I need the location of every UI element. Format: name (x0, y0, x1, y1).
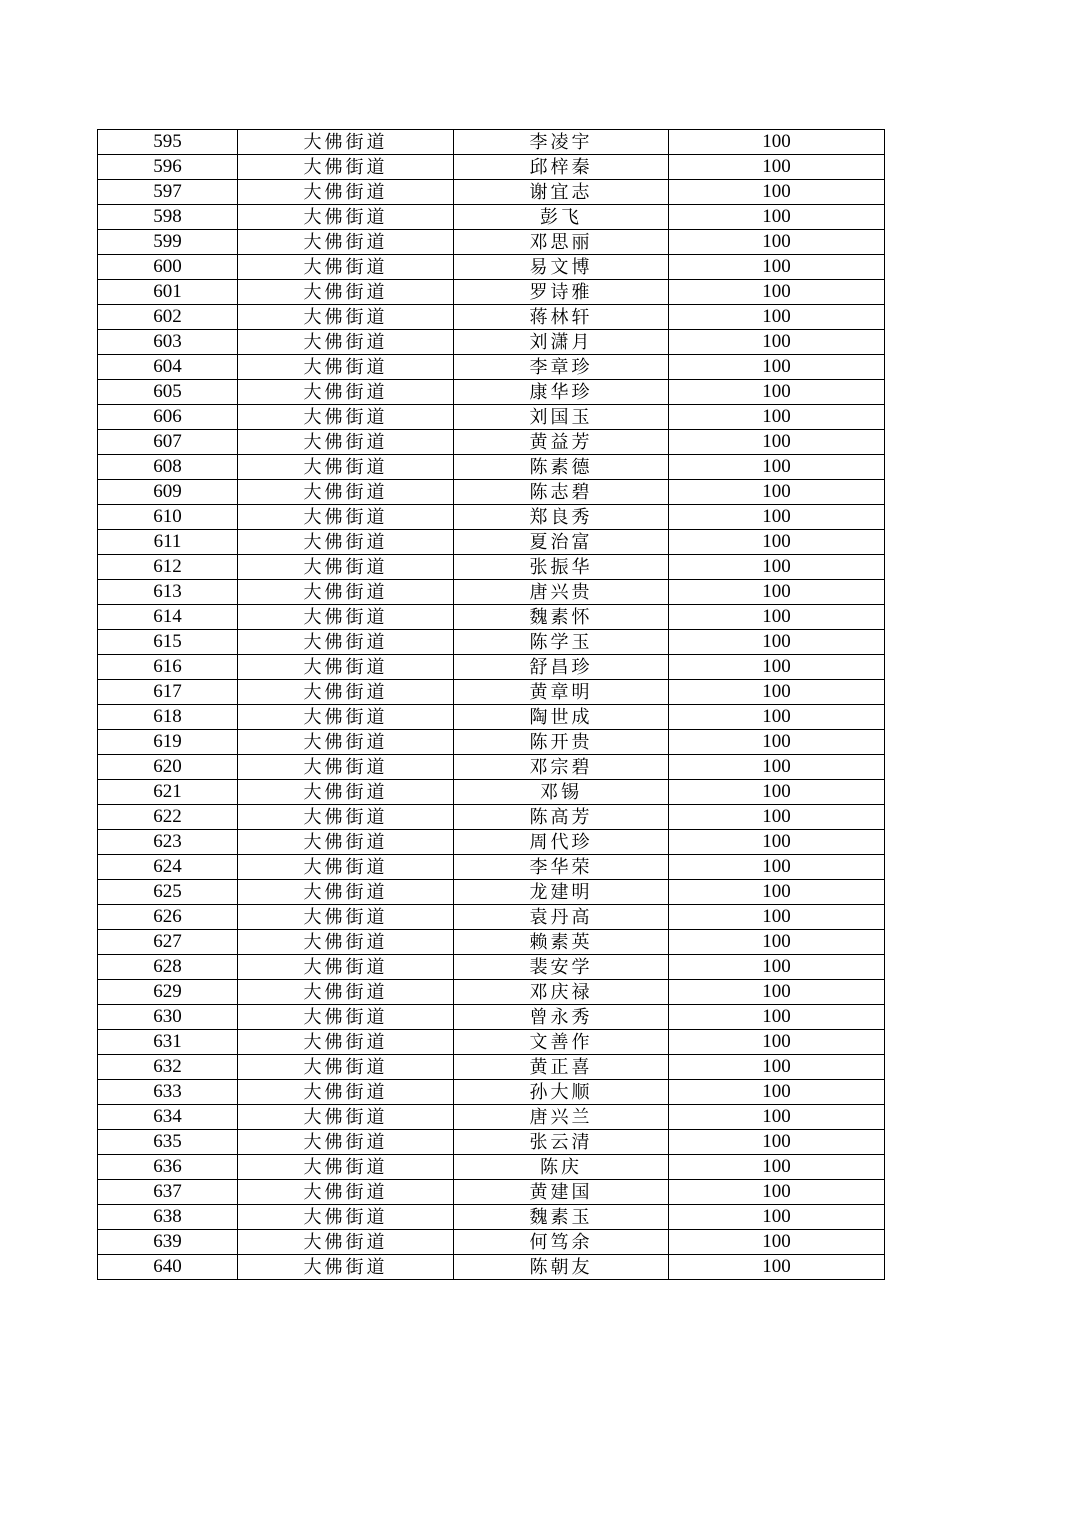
row-number-cell: 603 (98, 330, 238, 355)
row-number-cell: 607 (98, 430, 238, 455)
name-cell: 黄建国 (454, 1180, 669, 1205)
table-row (98, 1230, 885, 1255)
name-cell: 陈志碧 (454, 480, 669, 505)
table-row (98, 505, 885, 530)
name-cell: 易文博 (454, 255, 669, 280)
amount-cell: 100 (669, 355, 885, 380)
amount-cell: 100 (669, 730, 885, 755)
row-number-cell: 611 (98, 530, 238, 555)
table-row (98, 280, 885, 305)
table-row (98, 755, 885, 780)
name-cell: 袁丹高 (454, 905, 669, 930)
table-row (98, 580, 885, 605)
row-number-cell: 640 (98, 1255, 238, 1280)
name-cell: 黄章明 (454, 680, 669, 705)
street-cell: 大佛街道 (238, 530, 454, 555)
amount-cell: 100 (669, 930, 885, 955)
name-cell: 陈素德 (454, 455, 669, 480)
amount-cell: 100 (669, 1005, 885, 1030)
name-cell: 罗诗雅 (454, 280, 669, 305)
row-number-cell: 606 (98, 405, 238, 430)
street-cell: 大佛街道 (238, 130, 454, 155)
row-number-cell: 608 (98, 455, 238, 480)
street-cell: 大佛街道 (238, 280, 454, 305)
name-cell: 谢宜志 (454, 180, 669, 205)
amount-cell: 100 (669, 605, 885, 630)
table-row (98, 930, 885, 955)
amount-cell: 100 (669, 205, 885, 230)
row-number-cell: 626 (98, 905, 238, 930)
street-cell: 大佛街道 (238, 155, 454, 180)
name-cell: 陈学玉 (454, 630, 669, 655)
amount-cell: 100 (669, 630, 885, 655)
row-number-cell: 635 (98, 1130, 238, 1155)
street-cell: 大佛街道 (238, 630, 454, 655)
amount-cell: 100 (669, 755, 885, 780)
street-cell: 大佛街道 (238, 1130, 454, 1155)
table-row (98, 1105, 885, 1130)
name-cell: 唐兴兰 (454, 1105, 669, 1130)
table-row (98, 555, 885, 580)
street-cell: 大佛街道 (238, 1230, 454, 1255)
table-row (98, 430, 885, 455)
amount-cell: 100 (669, 580, 885, 605)
table-row (98, 305, 885, 330)
row-number-cell: 595 (98, 130, 238, 155)
table-row (98, 955, 885, 980)
name-cell: 魏素怀 (454, 605, 669, 630)
table-row (98, 805, 885, 830)
amount-cell: 100 (669, 1205, 885, 1230)
name-cell: 魏素玉 (454, 1205, 669, 1230)
street-cell: 大佛街道 (238, 355, 454, 380)
amount-cell: 100 (669, 1230, 885, 1255)
name-cell: 文善作 (454, 1030, 669, 1055)
row-number-cell: 616 (98, 655, 238, 680)
row-number-cell: 631 (98, 1030, 238, 1055)
name-cell: 黄正喜 (454, 1055, 669, 1080)
table-row (98, 1205, 885, 1230)
name-cell: 夏治富 (454, 530, 669, 555)
row-number-cell: 596 (98, 155, 238, 180)
street-cell: 大佛街道 (238, 830, 454, 855)
street-cell: 大佛街道 (238, 1105, 454, 1130)
table-row (98, 1255, 885, 1280)
name-cell: 刘国玉 (454, 405, 669, 430)
amount-cell: 100 (669, 180, 885, 205)
row-number-cell: 601 (98, 280, 238, 305)
name-cell: 李华荣 (454, 855, 669, 880)
name-cell: 黄益芳 (454, 430, 669, 455)
street-cell: 大佛街道 (238, 1005, 454, 1030)
row-number-cell: 637 (98, 1180, 238, 1205)
street-cell: 大佛街道 (238, 655, 454, 680)
amount-cell: 100 (669, 380, 885, 405)
amount-cell: 100 (669, 1030, 885, 1055)
street-cell: 大佛街道 (238, 955, 454, 980)
amount-cell: 100 (669, 1080, 885, 1105)
street-cell: 大佛街道 (238, 305, 454, 330)
table-row (98, 855, 885, 880)
name-cell: 舒昌珍 (454, 655, 669, 680)
row-number-cell: 602 (98, 305, 238, 330)
row-number-cell: 619 (98, 730, 238, 755)
name-cell: 李章珍 (454, 355, 669, 380)
row-number-cell: 625 (98, 880, 238, 905)
street-cell: 大佛街道 (238, 1080, 454, 1105)
street-cell: 大佛街道 (238, 180, 454, 205)
row-number-cell: 623 (98, 830, 238, 855)
name-cell: 康华珍 (454, 380, 669, 405)
street-cell: 大佛街道 (238, 330, 454, 355)
amount-cell: 100 (669, 405, 885, 430)
amount-cell: 100 (669, 1055, 885, 1080)
table-row (98, 405, 885, 430)
amount-cell: 100 (669, 530, 885, 555)
street-cell: 大佛街道 (238, 1155, 454, 1180)
street-cell: 大佛街道 (238, 405, 454, 430)
street-cell: 大佛街道 (238, 380, 454, 405)
name-cell: 曾永秀 (454, 1005, 669, 1030)
name-cell: 邱梓秦 (454, 155, 669, 180)
row-number-cell: 627 (98, 930, 238, 955)
row-number-cell: 609 (98, 480, 238, 505)
table-row (98, 1080, 885, 1105)
row-number-cell: 621 (98, 780, 238, 805)
row-number-cell: 614 (98, 605, 238, 630)
street-cell: 大佛街道 (238, 555, 454, 580)
table-row (98, 1130, 885, 1155)
amount-cell: 100 (669, 1105, 885, 1130)
name-cell: 陶世成 (454, 705, 669, 730)
table-row (98, 630, 885, 655)
row-number-cell: 600 (98, 255, 238, 280)
street-cell: 大佛街道 (238, 1030, 454, 1055)
table-row (98, 255, 885, 280)
street-cell: 大佛街道 (238, 255, 454, 280)
table-row (98, 480, 885, 505)
table-row (98, 905, 885, 930)
street-cell: 大佛街道 (238, 430, 454, 455)
name-cell: 孙大顺 (454, 1080, 669, 1105)
row-number-cell: 613 (98, 580, 238, 605)
name-cell: 何笃余 (454, 1230, 669, 1255)
amount-cell: 100 (669, 680, 885, 705)
table-row (98, 530, 885, 555)
amount-cell: 100 (669, 655, 885, 680)
amount-cell: 100 (669, 280, 885, 305)
name-cell: 邓宗碧 (454, 755, 669, 780)
row-number-cell: 620 (98, 755, 238, 780)
name-cell: 刘潇月 (454, 330, 669, 355)
street-cell: 大佛街道 (238, 905, 454, 930)
table-row (98, 1005, 885, 1030)
street-cell: 大佛街道 (238, 805, 454, 830)
table-row (98, 680, 885, 705)
row-number-cell: 636 (98, 1155, 238, 1180)
name-cell: 郑良秀 (454, 505, 669, 530)
amount-cell: 100 (669, 255, 885, 280)
street-cell: 大佛街道 (238, 780, 454, 805)
amount-cell: 100 (669, 155, 885, 180)
name-cell: 张云清 (454, 1130, 669, 1155)
row-number-cell: 629 (98, 980, 238, 1005)
street-cell: 大佛街道 (238, 730, 454, 755)
row-number-cell: 617 (98, 680, 238, 705)
table-row (98, 380, 885, 405)
street-cell: 大佛街道 (238, 880, 454, 905)
amount-cell: 100 (669, 855, 885, 880)
table-row (98, 780, 885, 805)
street-cell: 大佛街道 (238, 455, 454, 480)
table-row (98, 705, 885, 730)
table-row (98, 230, 885, 255)
amount-cell: 100 (669, 780, 885, 805)
name-cell: 陈庆 (454, 1155, 669, 1180)
street-cell: 大佛街道 (238, 705, 454, 730)
table-body (98, 130, 885, 1280)
name-cell: 邓思丽 (454, 230, 669, 255)
data-table (97, 129, 885, 1280)
name-cell: 邓锡 (454, 780, 669, 805)
name-cell: 周代珍 (454, 830, 669, 855)
amount-cell: 100 (669, 430, 885, 455)
name-cell: 李凌宇 (454, 130, 669, 155)
amount-cell: 100 (669, 1255, 885, 1280)
row-number-cell: 598 (98, 205, 238, 230)
row-number-cell: 624 (98, 855, 238, 880)
row-number-cell: 597 (98, 180, 238, 205)
row-number-cell: 615 (98, 630, 238, 655)
row-number-cell: 630 (98, 1005, 238, 1030)
row-number-cell: 610 (98, 505, 238, 530)
amount-cell: 100 (669, 805, 885, 830)
street-cell: 大佛街道 (238, 755, 454, 780)
street-cell: 大佛街道 (238, 480, 454, 505)
name-cell: 陈高芳 (454, 805, 669, 830)
name-cell: 唐兴贵 (454, 580, 669, 605)
table-row (98, 455, 885, 480)
table-row (98, 730, 885, 755)
name-cell: 赖素英 (454, 930, 669, 955)
table-row (98, 155, 885, 180)
street-cell: 大佛街道 (238, 855, 454, 880)
name-cell: 邓庆禄 (454, 980, 669, 1005)
name-cell: 张振华 (454, 555, 669, 580)
table-row (98, 330, 885, 355)
row-number-cell: 634 (98, 1105, 238, 1130)
street-cell: 大佛街道 (238, 980, 454, 1005)
table-row (98, 880, 885, 905)
table-row (98, 1155, 885, 1180)
row-number-cell: 612 (98, 555, 238, 580)
row-number-cell: 638 (98, 1205, 238, 1230)
amount-cell: 100 (669, 305, 885, 330)
row-number-cell: 604 (98, 355, 238, 380)
amount-cell: 100 (669, 830, 885, 855)
amount-cell: 100 (669, 555, 885, 580)
street-cell: 大佛街道 (238, 680, 454, 705)
street-cell: 大佛街道 (238, 205, 454, 230)
street-cell: 大佛街道 (238, 505, 454, 530)
amount-cell: 100 (669, 480, 885, 505)
table-row (98, 1180, 885, 1205)
row-number-cell: 628 (98, 955, 238, 980)
street-cell: 大佛街道 (238, 1255, 454, 1280)
amount-cell: 100 (669, 705, 885, 730)
amount-cell: 100 (669, 880, 885, 905)
name-cell: 陈开贵 (454, 730, 669, 755)
table-row (98, 1030, 885, 1055)
row-number-cell: 633 (98, 1080, 238, 1105)
table-row (98, 180, 885, 205)
row-number-cell: 618 (98, 705, 238, 730)
row-number-cell: 622 (98, 805, 238, 830)
street-cell: 大佛街道 (238, 580, 454, 605)
name-cell: 龙建明 (454, 880, 669, 905)
street-cell: 大佛街道 (238, 1180, 454, 1205)
table-row (98, 980, 885, 1005)
street-cell: 大佛街道 (238, 230, 454, 255)
amount-cell: 100 (669, 905, 885, 930)
amount-cell: 100 (669, 505, 885, 530)
amount-cell: 100 (669, 330, 885, 355)
table-row (98, 1055, 885, 1080)
row-number-cell: 639 (98, 1230, 238, 1255)
name-cell: 裴安学 (454, 955, 669, 980)
table-row (98, 205, 885, 230)
row-number-cell: 632 (98, 1055, 238, 1080)
amount-cell: 100 (669, 455, 885, 480)
amount-cell: 100 (669, 955, 885, 980)
table-row (98, 355, 885, 380)
table-row (98, 655, 885, 680)
table-row (98, 830, 885, 855)
street-cell: 大佛街道 (238, 1205, 454, 1230)
amount-cell: 100 (669, 1180, 885, 1205)
name-cell: 彭飞 (454, 205, 669, 230)
street-cell: 大佛街道 (238, 930, 454, 955)
street-cell: 大佛街道 (238, 605, 454, 630)
table-row (98, 130, 885, 155)
name-cell: 蒋林轩 (454, 305, 669, 330)
amount-cell: 100 (669, 1130, 885, 1155)
amount-cell: 100 (669, 980, 885, 1005)
amount-cell: 100 (669, 230, 885, 255)
amount-cell: 100 (669, 130, 885, 155)
table-row (98, 605, 885, 630)
amount-cell: 100 (669, 1155, 885, 1180)
street-cell: 大佛街道 (238, 1055, 454, 1080)
row-number-cell: 599 (98, 230, 238, 255)
document-page (97, 129, 885, 1280)
name-cell: 陈朝友 (454, 1255, 669, 1280)
row-number-cell: 605 (98, 380, 238, 405)
